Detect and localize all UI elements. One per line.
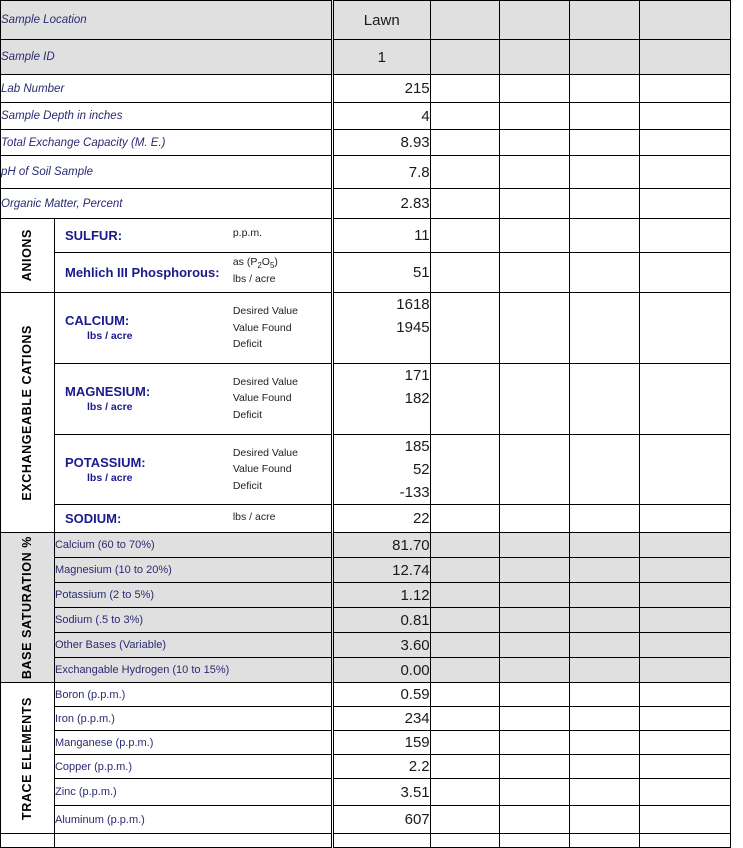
sublabel-magnesium-desired: Desired Value [232, 376, 298, 389]
cell-sample-depth-col5[interactable] [639, 103, 730, 130]
cell-trace-aluminum-col3[interactable] [500, 806, 570, 834]
cell-trace-copper-col3[interactable] [500, 755, 570, 779]
cell-base-sat-other-bases-col3[interactable] [500, 633, 570, 658]
cell-sulfur-col1[interactable]: 11 [332, 219, 430, 253]
cell-base-sat-potassium-col2[interactable] [430, 583, 500, 608]
row-label-sample-location: Sample Location [1, 1, 333, 40]
cell-organic-matter-col1[interactable]: 2.83 [332, 189, 430, 219]
sublabel-mehlich-unit: lbs / acre [232, 272, 276, 285]
cell-trace-manganese-col4[interactable] [570, 731, 640, 755]
cell-sample-location-col1[interactable]: Lawn [332, 1, 430, 40]
cell-trace-zinc-col3[interactable] [500, 779, 570, 806]
cell-sample-id-col5[interactable] [639, 40, 730, 75]
cell-sample-location-col4[interactable] [570, 1, 640, 40]
table-row-mehlich-phosphorous [1, 253, 731, 293]
cell-clipped-col2[interactable] [430, 834, 500, 848]
cell-mehlich-phosphorous-col1[interactable]: 51 [332, 253, 430, 293]
cell-base-sat-magnesium-col4[interactable] [570, 558, 640, 583]
row-label-base-sat-sodium: Sodium (.5 to 3%) [54, 608, 332, 633]
cell-trace-boron-col1[interactable]: 0.59 [332, 683, 430, 707]
section-label-trace-elements [1, 683, 55, 834]
table-body [1, 1, 731, 848]
cell-base-sat-exchangable-hydrogen-col2[interactable] [430, 658, 500, 683]
cell-trace-aluminum-col2[interactable] [430, 806, 500, 834]
cell-magnesium-col5[interactable] [639, 363, 730, 434]
cell-total-exchange-capacity-col2[interactable] [430, 130, 500, 156]
cell-mehlich-phosphorous-col3[interactable] [500, 253, 570, 293]
cell-base-sat-other-bases-col4[interactable] [570, 633, 640, 658]
cell-trace-aluminum-col4[interactable] [570, 806, 640, 834]
cell-trace-copper-col5[interactable] [639, 755, 730, 779]
nutrient-block-calcium [65, 313, 133, 342]
cell-trace-manganese-col5[interactable] [639, 731, 730, 755]
cell-calcium-desired[interactable]: 1618 [396, 296, 430, 313]
cell-total-exchange-capacity-col5[interactable] [639, 130, 730, 156]
cell-potassium-col2[interactable] [430, 434, 500, 505]
cell-ph-col3[interactable] [500, 156, 570, 189]
cell-organic-matter-col2[interactable] [430, 189, 500, 219]
cell-sulfur-col2[interactable] [430, 219, 500, 253]
cell-trace-manganese-col1[interactable]: 159 [332, 731, 430, 755]
nutrient-name-sodium: SODIUM: [64, 511, 122, 527]
nutrient-name-calcium: CALCIUM: [64, 313, 130, 329]
cell-ph-col2[interactable] [430, 156, 500, 189]
cell-potassium-col5[interactable] [639, 434, 730, 505]
row-label-trace-manganese: Manganese (p.p.m.) [54, 731, 332, 755]
cell-sodium-col1[interactable]: 22 [332, 505, 430, 533]
cell-base-sat-exchangable-hydrogen-col4[interactable] [570, 658, 640, 683]
cell-magnesium-deficit[interactable] [334, 410, 430, 433]
row-label-organic-matter: Organic Matter, Percent [1, 189, 333, 219]
cell-sulfur-col4[interactable] [570, 219, 640, 253]
table-row-trace-iron [1, 707, 731, 731]
cell-trace-iron-col3[interactable] [500, 707, 570, 731]
cell-trace-copper-col2[interactable] [430, 755, 500, 779]
section-label-base-saturation [1, 533, 55, 683]
cell-magnesium-col2[interactable] [430, 363, 500, 434]
cell-base-sat-exchangable-hydrogen-col1[interactable]: 0.00 [332, 658, 430, 683]
cell-trace-boron-col2[interactable] [430, 683, 500, 707]
row-label-calcium [54, 293, 332, 364]
row-label-magnesium [54, 363, 332, 434]
cell-sample-id-col4[interactable] [570, 40, 640, 75]
cell-sample-depth-col1[interactable]: 4 [332, 103, 430, 130]
cell-clipped-col1[interactable] [332, 834, 430, 848]
cell-sulfur-col5[interactable] [639, 219, 730, 253]
cell-sulfur-col3[interactable] [500, 219, 570, 253]
table-row-trace-manganese [1, 731, 731, 755]
cell-trace-aluminum-col5[interactable] [639, 806, 730, 834]
nutrient-sublabels-calcium [233, 303, 319, 352]
cell-trace-boron-col4[interactable] [570, 683, 640, 707]
cell-total-exchange-capacity-col4[interactable] [570, 130, 640, 156]
cell-base-sat-magnesium-col2[interactable] [430, 558, 500, 583]
cell-base-sat-magnesium-col5[interactable] [639, 558, 730, 583]
cell-magnesium-found[interactable]: 182 [404, 390, 430, 407]
nutrient-name-mehlich-phosphorous: Mehlich III Phosphorous: [64, 265, 220, 280]
nutrient-unit-potassium: lbs / acre [86, 471, 133, 484]
section-label-exchangeable-cations-text: EXCHANGEABLE CATIONS [20, 324, 35, 501]
cell-base-sat-sodium-col2[interactable] [430, 608, 500, 633]
row-label-base-sat-exchangable-hydrogen: Exchangable Hydrogen (10 to 15%) [54, 658, 332, 683]
cell-sample-location-col2[interactable] [430, 1, 500, 40]
cell-base-sat-sodium-col4[interactable] [570, 608, 640, 633]
cell-organic-matter-col5[interactable] [639, 189, 730, 219]
cell-base-sat-magnesium-col1[interactable]: 12.74 [332, 558, 430, 583]
cell-base-sat-sodium-col1[interactable]: 0.81 [332, 608, 430, 633]
row-label-sulfur [54, 219, 332, 253]
cell-trace-copper-col4[interactable] [570, 755, 640, 779]
cell-base-sat-potassium-col3[interactable] [500, 583, 570, 608]
cell-lab-number-col2[interactable] [430, 75, 500, 103]
cell-calcium-found[interactable]: 1945 [396, 319, 430, 337]
cell-organic-matter-col3[interactable] [500, 189, 570, 219]
row-label-trace-iron: Iron (p.p.m.) [54, 707, 332, 731]
row-label-potassium [54, 434, 332, 505]
cell-trace-iron-col4[interactable] [570, 707, 640, 731]
table-row-potassium [1, 434, 731, 505]
cell-trace-iron-col2[interactable] [430, 707, 500, 731]
row-label-ph: pH of Soil Sample [1, 156, 333, 189]
cell-base-sat-calcium-col5[interactable] [639, 533, 730, 558]
cell-sodium-col2[interactable] [430, 505, 500, 533]
cell-ph-col5[interactable] [639, 156, 730, 189]
cell-clipped-label [54, 834, 332, 848]
table-row-total-exchange-capacity [1, 130, 731, 156]
nutrient-sublabels-sulfur [233, 227, 319, 243]
row-label-mehlich-phosphorous [54, 253, 332, 293]
cell-mehlich-phosphorous-col5[interactable] [639, 253, 730, 293]
table-row-trace-boron [1, 683, 731, 707]
table-row-sulfur [1, 219, 731, 253]
cell-sample-depth-col2[interactable] [430, 103, 500, 130]
cell-total-exchange-capacity-col1[interactable]: 8.93 [332, 130, 430, 156]
cell-lab-number-col4[interactable] [570, 75, 640, 103]
row-label-trace-copper: Copper (p.p.m.) [54, 755, 332, 779]
nutrient-sublabels-mehlich [233, 256, 319, 289]
sublabel-calcium-found: Value Found [232, 321, 292, 334]
cell-base-sat-potassium-col4[interactable] [570, 583, 640, 608]
table-row-base-sat-exchangable-hydrogen [1, 658, 731, 683]
cell-clipped-section [1, 834, 55, 848]
nutrient-block-potassium [65, 455, 146, 484]
section-label-trace-elements-text: TRACE ELEMENTS [20, 696, 35, 820]
nutrient-sublabels-magnesium [233, 374, 319, 423]
cell-lab-number-col5[interactable] [639, 75, 730, 103]
cell-lab-number-col3[interactable] [500, 75, 570, 103]
sublabel-potassium-deficit: Deficit [232, 479, 262, 492]
cell-calcium-col4[interactable] [570, 293, 640, 364]
cell-trace-manganese-col3[interactable] [500, 731, 570, 755]
table-row-trace-zinc [1, 779, 731, 806]
section-label-anions-text: ANIONS [20, 229, 35, 282]
cell-sodium-col4[interactable] [570, 505, 640, 533]
cell-base-sat-potassium-col1[interactable]: 1.12 [332, 583, 430, 608]
cell-trace-iron-col5[interactable] [639, 707, 730, 731]
cell-calcium-deficit[interactable] [334, 340, 430, 363]
cell-trace-zinc-col4[interactable] [570, 779, 640, 806]
sublabel-sulfur-unit: p.p.m. [232, 227, 262, 240]
table-row-organic-matter [1, 189, 731, 219]
cell-calcium-col5[interactable] [639, 293, 730, 364]
cell-sodium-col5[interactable] [639, 505, 730, 533]
sublabel-calcium-deficit: Deficit [232, 338, 262, 350]
nutrient-sublabels-potassium [233, 445, 319, 494]
cell-mehlich-phosphorous-col4[interactable] [570, 253, 640, 293]
cell-base-sat-exchangable-hydrogen-col5[interactable] [639, 658, 730, 683]
cell-trace-zinc-col5[interactable] [639, 779, 730, 806]
cell-base-sat-potassium-col5[interactable] [639, 583, 730, 608]
row-label-sample-depth: Sample Depth in inches [1, 103, 333, 130]
nutrient-sublabels-sodium [233, 511, 319, 527]
row-label-sample-id: Sample ID [1, 40, 333, 75]
cell-ph-col1[interactable]: 7.8 [332, 156, 430, 189]
table-row-magnesium [1, 363, 731, 434]
cell-base-sat-sodium-col5[interactable] [639, 608, 730, 633]
cell-trace-boron-col3[interactable] [500, 683, 570, 707]
sublabel-sodium-unit: lbs / acre [232, 510, 276, 523]
table-row-trace-aluminum [1, 806, 731, 834]
cell-trace-zinc-col2[interactable] [430, 779, 500, 806]
cell-base-sat-calcium-col4[interactable] [570, 533, 640, 558]
cell-mehlich-phosphorous-col2[interactable] [430, 253, 500, 293]
cell-organic-matter-col4[interactable] [570, 189, 640, 219]
cell-potassium-col4[interactable] [570, 434, 640, 505]
cell-calcium-col3[interactable] [500, 293, 570, 364]
cell-base-sat-calcium-col3[interactable] [500, 533, 570, 558]
cell-base-sat-magnesium-col3[interactable] [500, 558, 570, 583]
cell-potassium-col3[interactable] [500, 434, 570, 505]
nutrient-name-potassium: POTASSIUM: [64, 454, 146, 470]
cell-trace-manganese-col2[interactable] [430, 731, 500, 755]
cell-trace-aluminum-col1[interactable]: 607 [332, 806, 430, 834]
cell-magnesium-desired[interactable]: 171 [404, 366, 430, 384]
row-label-base-sat-magnesium: Magnesium (10 to 20%) [54, 558, 332, 583]
row-label-base-sat-calcium: Calcium (60 to 70%) [54, 533, 332, 558]
cell-potassium-col1[interactable] [332, 434, 430, 505]
section-label-exchangeable-cations [1, 293, 55, 533]
sublabel-mehlich-formula: as $(P_2O_5)$ [232, 256, 278, 271]
cell-trace-copper-col1[interactable]: 2.2 [332, 755, 430, 779]
cell-clipped-col5[interactable] [639, 834, 730, 848]
table-row-base-sat-potassium [1, 583, 731, 608]
cell-sample-depth-col3[interactable] [500, 103, 570, 130]
cell-base-sat-sodium-col3[interactable] [500, 608, 570, 633]
sublabel-calcium-desired: Desired Value [232, 305, 298, 318]
table-row-sodium [1, 505, 731, 533]
row-label-lab-number: Lab Number [1, 75, 333, 103]
cell-calcium-col2[interactable] [430, 293, 500, 364]
section-label-anions [1, 219, 55, 293]
row-label-trace-boron: Boron (p.p.m.) [54, 683, 332, 707]
cell-clipped-col3[interactable] [500, 834, 570, 848]
table-row-sample-id [1, 40, 731, 75]
table-row-ph [1, 156, 731, 189]
cell-clipped-col4[interactable] [570, 834, 640, 848]
sublabel-potassium-desired: Desired Value [232, 446, 298, 459]
cell-ph-col4[interactable] [570, 156, 640, 189]
cell-trace-iron-col1[interactable]: 234 [332, 707, 430, 731]
cell-potassium-desired[interactable]: 185 [404, 437, 430, 455]
cell-magnesium-col4[interactable] [570, 363, 640, 434]
table-row-sample-depth [1, 103, 731, 130]
sublabel-magnesium-deficit: Deficit [232, 408, 262, 421]
cell-sample-id-col2[interactable] [430, 40, 500, 75]
table-row-base-sat-sodium [1, 608, 731, 633]
row-label-base-sat-other-bases: Other Bases (Variable) [54, 633, 332, 658]
section-label-base-saturation-text: BASE SATURATION % [20, 536, 35, 680]
table-row-clipped-partial [1, 834, 731, 848]
nutrient-name-sulfur: SULFUR: [64, 227, 123, 243]
cell-sodium-col3[interactable] [500, 505, 570, 533]
table-row-base-sat-magnesium [1, 558, 731, 583]
table-row-lab-number [1, 75, 731, 103]
nutrient-unit-calcium: lbs / acre [86, 330, 133, 343]
cell-sample-location-col3[interactable] [500, 1, 570, 40]
row-label-total-exchange-capacity: Total Exchange Capacity (M. E.) [1, 130, 333, 156]
cell-base-sat-other-bases-col5[interactable] [639, 633, 730, 658]
cell-potassium-deficit[interactable]: -133 [399, 484, 430, 501]
cell-sample-location-col5[interactable] [639, 1, 730, 40]
table-row-sample-location [1, 1, 731, 40]
row-label-base-sat-potassium: Potassium (2 to 5%) [54, 583, 332, 608]
cell-trace-boron-col5[interactable] [639, 683, 730, 707]
cell-lab-number-col1[interactable]: 215 [332, 75, 430, 103]
table-row-base-sat-other-bases [1, 633, 731, 658]
row-label-trace-zinc: Zinc (p.p.m.) [54, 779, 332, 806]
cell-sample-depth-col4[interactable] [570, 103, 640, 130]
cell-potassium-found[interactable]: 52 [412, 460, 430, 478]
nutrient-unit-magnesium: lbs / acre [86, 401, 133, 414]
cell-sample-id-col3[interactable] [500, 40, 570, 75]
sublabel-potassium-found: Value Found [232, 463, 292, 476]
cell-sample-id-col1[interactable]: 1 [332, 40, 430, 75]
table-row-calcium [1, 293, 731, 364]
row-label-trace-aluminum: Aluminum (p.p.m.) [54, 806, 332, 834]
cell-magnesium-col1[interactable] [332, 363, 430, 434]
cell-magnesium-col3[interactable] [500, 363, 570, 434]
nutrient-block-magnesium [65, 384, 150, 413]
cell-trace-zinc-col1[interactable]: 3.51 [332, 779, 430, 806]
sublabel-magnesium-found: Value Found [232, 392, 292, 405]
cell-base-sat-other-bases-col2[interactable] [430, 633, 500, 658]
cell-calcium-col1[interactable] [332, 293, 430, 364]
table-row-base-sat-calcium [1, 533, 731, 558]
cell-total-exchange-capacity-col3[interactable] [500, 130, 570, 156]
nutrient-name-magnesium: MAGNESIUM: [64, 384, 151, 400]
cell-base-sat-calcium-col1[interactable]: 81.70 [332, 533, 430, 558]
table-row-trace-copper [1, 755, 731, 779]
cell-base-sat-other-bases-col1[interactable]: 3.60 [332, 633, 430, 658]
row-label-sodium [54, 505, 332, 533]
cell-base-sat-calcium-col2[interactable] [430, 533, 500, 558]
cell-base-sat-exchangable-hydrogen-col3[interactable] [500, 658, 570, 683]
